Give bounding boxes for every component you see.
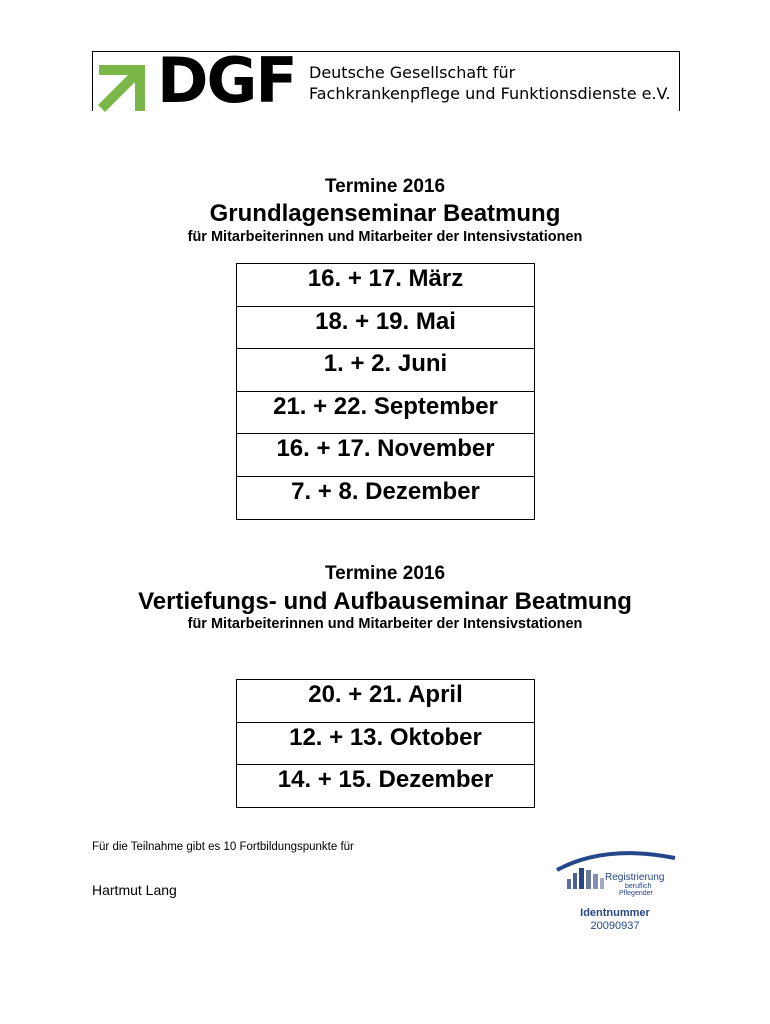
org-name-line1: Deutsche Gesellschaft für — [309, 63, 516, 82]
organization-name — [309, 62, 671, 104]
reg-logo-line1: Registrierung — [605, 872, 665, 883]
date-row: 12. + 13. Oktober — [237, 723, 534, 766]
date-row: 16. + 17. März — [237, 264, 534, 307]
date-row: 7. + 8. Dezember — [237, 477, 534, 520]
org-name-line2: Fachkrankenpflege und Funktionsdienste e.V. — [309, 84, 671, 103]
date-row: 14. + 15. Dezember — [237, 765, 534, 808]
section2-label: Termine 2016 — [324, 563, 446, 584]
section1-title: Grundlagenseminar Beatmung — [209, 200, 561, 227]
date-row: 18. + 19. Mai — [237, 307, 534, 350]
section1-label: Termine 2016 — [324, 176, 446, 197]
date-row: 16. + 17. November — [237, 434, 534, 477]
section2-dates-table — [236, 679, 535, 808]
credit-points-note: Für die Teilnahme gibt es 10 Fortbildungspunkte für — [92, 841, 354, 853]
registration-logo-icon — [555, 848, 680, 908]
section2-subtitle: für Mitarbeiterinnen und Mitarbeiter der Intensivstationen — [187, 616, 583, 632]
section1-subtitle: für Mitarbeiterinnen und Mitarbeiter der Intensivstationen — [187, 229, 583, 245]
ident-number: 20090937 — [590, 920, 640, 932]
author-name: Hartmut Lang — [92, 882, 177, 898]
dgf-header — [92, 44, 680, 117]
dgf-arrow-logo-icon — [95, 55, 155, 113]
date-row: 1. + 2. Juni — [237, 349, 534, 392]
reg-logo-line3: Pflegender — [619, 890, 653, 897]
reg-logo-line2: beruflich — [625, 883, 652, 890]
dgf-logo-letters: DGF — [157, 44, 296, 117]
date-row: 21. + 22. September — [237, 392, 534, 435]
section1-dates-table — [236, 263, 535, 520]
ident-label: Identnummer — [580, 907, 650, 919]
section2-title: Vertiefungs- und Aufbauseminar Beatmung — [138, 588, 632, 615]
date-row: 20. + 21. April — [237, 680, 534, 723]
